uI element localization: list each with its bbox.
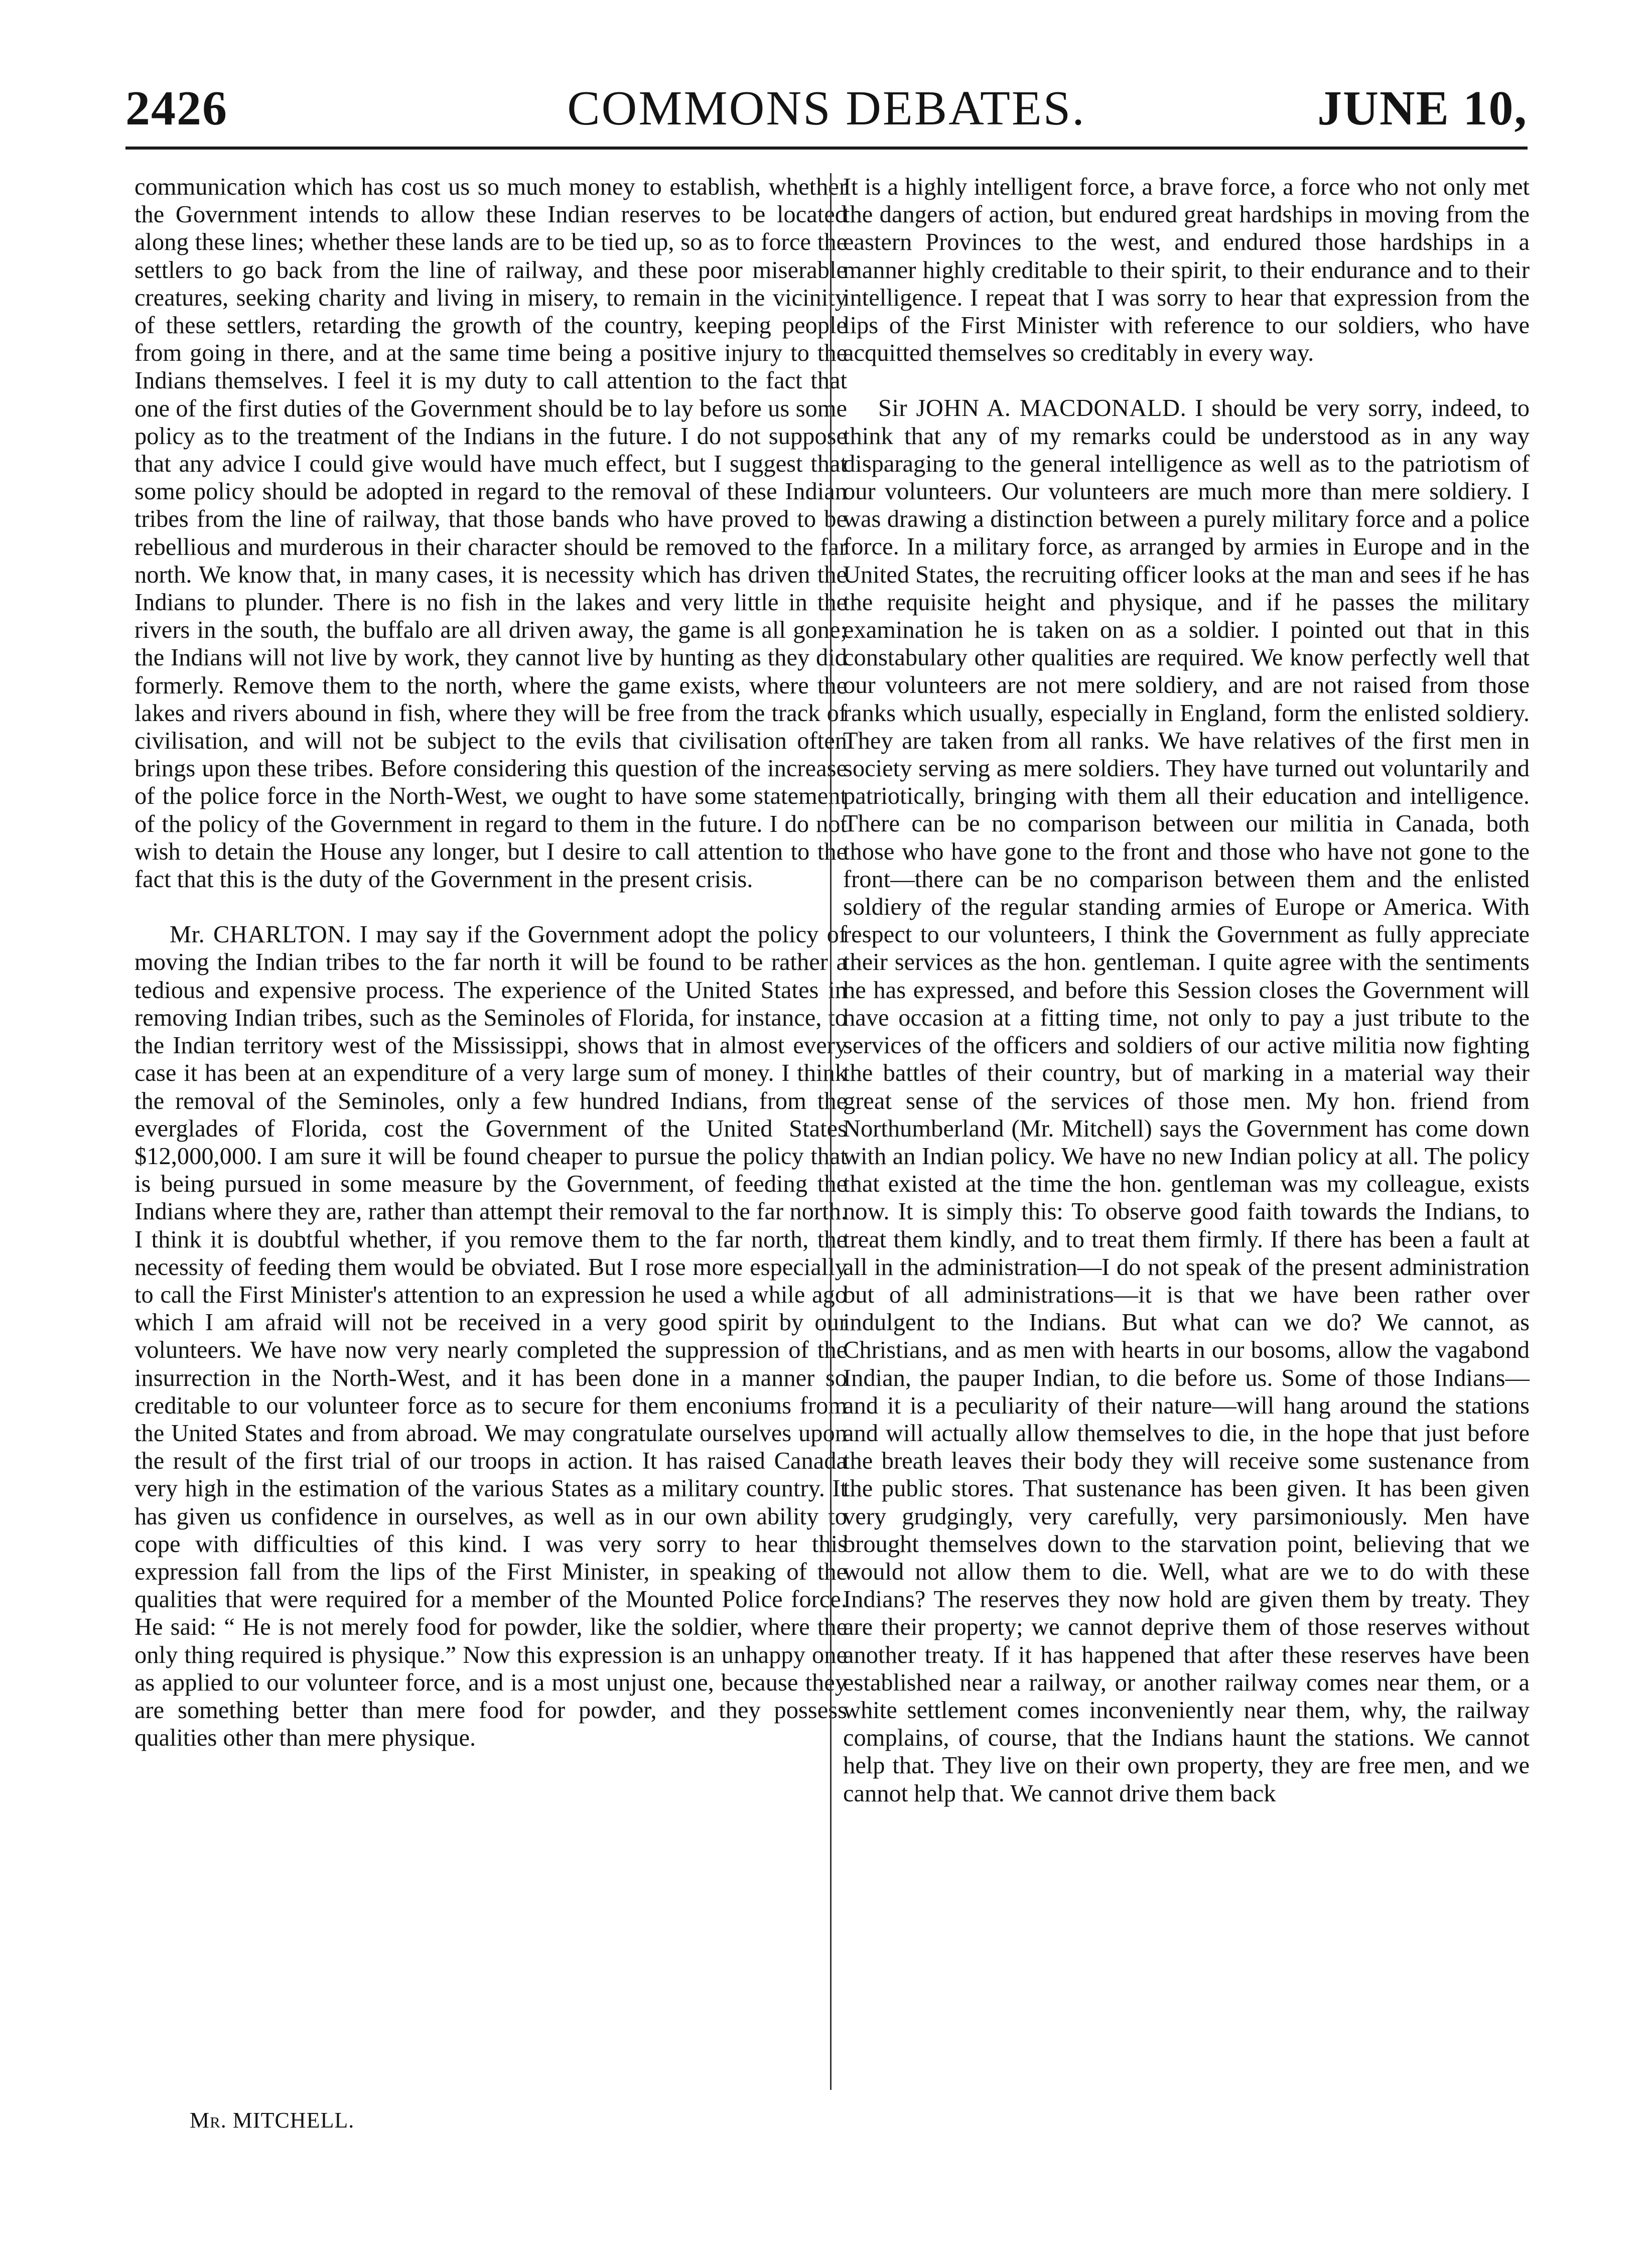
speaker-name: Sir JOHN A. MACDONALD.	[878, 395, 1187, 422]
right-column	[843, 173, 1530, 1807]
macdonald-speech	[843, 394, 1530, 1807]
left-column	[134, 173, 847, 1752]
right-paragraph-continuation: It is a highly intelligent force, a brave force, a force who not only met the dangers of action, but endured great hardships in moving from the eastern Provinces to the west, and endured those hardships in a manner highly creditable to their spirit, to their endurance and to their intelligence. I repeat that I was sorry to hear that expression from the lips of the First Minister with reference to our soldiers, who have acquitted themselves so creditably in every way.	[843, 174, 1530, 367]
page-header	[125, 75, 1528, 135]
page-date: JUNE 10,	[1317, 81, 1528, 135]
speaker-name: Mr. CHARLTON.	[170, 921, 352, 948]
column-divider	[830, 173, 832, 2090]
page-number: 2426	[125, 81, 228, 135]
speech-text: I should be very sorry, indeed, to think that any of my remarks could be understood as in any way disparaging to the general intelligence as well as to the patriotism of our volunteers. Our volunteers are much more than mere soldiery. I was drawing a distinction between a purely military force and a police force. In a military force, as arranged by armies in Europe and in the United States, the recruiting officer looks at the man and sees if he has the requisite height and physique, and if he passes the military examination he is taken on as a soldier. I pointed out that in this constabulary other qualities are required. We know perfectly well that our volunteers are not mere soldiery, and are not raised from those ranks which usually, especially in England, form the enlisted soldiery. They are taken from all ranks. We have relatives of the first men in society serving as mere soldiers. They have turned out voluntarily and patriotically, bringing with them all their education and intelligence. There can be no comparison between our militia in Canada, both those who have gone to the front and those who have not gone to the front—there can be no comparison between them and the enlisted soldiery of the regular standing armies of Europe or America. With respect to our volunteers, I think the Government as fully appreciate their services as the hon. gentleman. I quite agree with the sentiments he has expressed, and before this Session closes the Government will have occasion at a fitting time, not only to pay a just tribute to the services of the officers and soldiers of our active militia now fighting the battles of their country, but of marking in a material way their great sense of the services of those men. My hon. friend from Northumberland (Mr. Mitchell) says the Government has come down with an Indian policy. We have no new Indian policy at all. The policy that existed at the time the hon. gentleman was my colleague, exists now. It is simply this: To observe good faith towards the Indians, to treat them kindly, and to treat them firmly. If there has been a fault at all in the administration—I do not speak of the present administration but of all administrations—it is that we have been rather over indulgent to the Indians. But what can we do? We cannot, as Christians, and as men with hearts in our bosoms, allow the vagabond Indian, the pauper Indian, to die before us. Some of those Indians—and it is a peculiarity of their nature—will hang around the stations and will actually allow themselves to die, in the hope that just before the breath leaves their body they will receive some sustenance from the public stores. That sustenance has been given. It has been given very grudgingly, very carefully, very parsimoniously. Men have brought themselves down to the starvation point, believing that we would not allow them to die. Well, what are we to do with these Indians? The reserves they now hold are given them by treaty. They are their property; we cannot deprive them of those reserves without another treaty. If it has happened that after these reserves have been established near a railway, or another railway comes near them, or a white settlement comes inconveniently near them, why, the railway complains, of course, that the Indians haunt the stations. We cannot help that. They live on their own property, they are free men, and we cannot help that. We cannot drive them back	[843, 395, 1530, 1807]
charlton-speech	[134, 921, 847, 1752]
left-paragraph-continuation: communication which has cost us so much money to establish, whether the Government intends to allow these Indian reserves to be located along these lines; whether these lands are to be tied up, so as to force the settlers to go back from the line of railway, and these poor miserable creatures, seeking charity and living in misery, to remain in the vicinity of these settlers, retarding the growth of the country, keeping people from going in there, and at the same time being a positive injury to the Indians themselves. I feel it is my duty to call attention to the fact that one of the first duties of the Government should be to lay before us some policy as to the treatment of the Indians in the future. I do not suppose that any advice I could give would have much effect, but I suggest that some policy should be adopted in regard to the removal of these Indian tribes from the line of railway, that those bands who have proved to be rebellious and murderous in their character should be removed to the far north. We know that, in many cases, it is necessity which has driven the Indians to plunder. There is no fish in the lakes and very little in the rivers in the south, the buffalo are all driven away, the game is all gone; the Indians will not live by work, they cannot live by hunting as they did formerly. Remove them to the north, where the game exists, where the lakes and rivers abound in fish, where they will be free from the track of civilisation, and will not be subject to the evils that civilisation often brings upon these tribes. Before considering this question of the increase of the police force in the North-West, we ought to have some statement of the policy of the Government in regard to them in the future. I do not wish to detain the House any longer, but I desire to call attention to the fact that this is the duty of the Government in the present crisis.	[134, 174, 847, 893]
header-rule	[125, 147, 1528, 150]
publication-title: COMMONS DEBATES.	[567, 81, 1086, 135]
catchword-speaker: Mr. MITCHELL.	[190, 2108, 355, 2133]
speech-text: I may say if the Government adopt the policy of moving the Indian tribes to the far north it will be found to be rather a tedious and expensive process. The experience of the United States in removing Indian tribes, such as the Seminoles of Florida, for instance, to the Indian territory west of the Mississippi, shows that in almost every case it has been at an expenditure of a very large sum of money. I think the removal of the Seminoles, only a few hundred Indians, from the everglades of Florida, cost the Government of the United States $12,000,000. I am sure it will be found cheaper to pursue the policy that is being pursued in some measure by the Government, of feeding the Indians where they are, rather than attempt their removal to the far north. I think it is doubtful whether, if you remove them to the far north, the necessity of feeding them would be obviated. But I rose more especially to call the First Minister's attention to an expression he used a while ago which I am afraid will not be received in a very good spirit by our volunteers. We have now very nearly completed the suppression of the insurrection in the North-West, and it has been done in a manner so creditable to our volunteer force as to secure for them enconiums from the United States and from abroad. We may congratulate ourselves upon the result of the first trial of our troops in action. It has raised Canada very high in the estimation of the various States as a military country. It has given us confidence in ourselves, as well as in our own ability to cope with difficulties of this kind. I was very sorry to hear this expression fall from the lips of the First Minister, in speaking of the qualities that were required for a member of the Mounted Police force. He said: “ He is not merely food for powder, like the soldier, where the only thing required is physique.” Now this expression is an unhappy one as applied to our volunteer force, and is a most unjust one, because they are something better than mere food for powder, and they possess qualities other than mere physique.	[134, 921, 847, 1752]
